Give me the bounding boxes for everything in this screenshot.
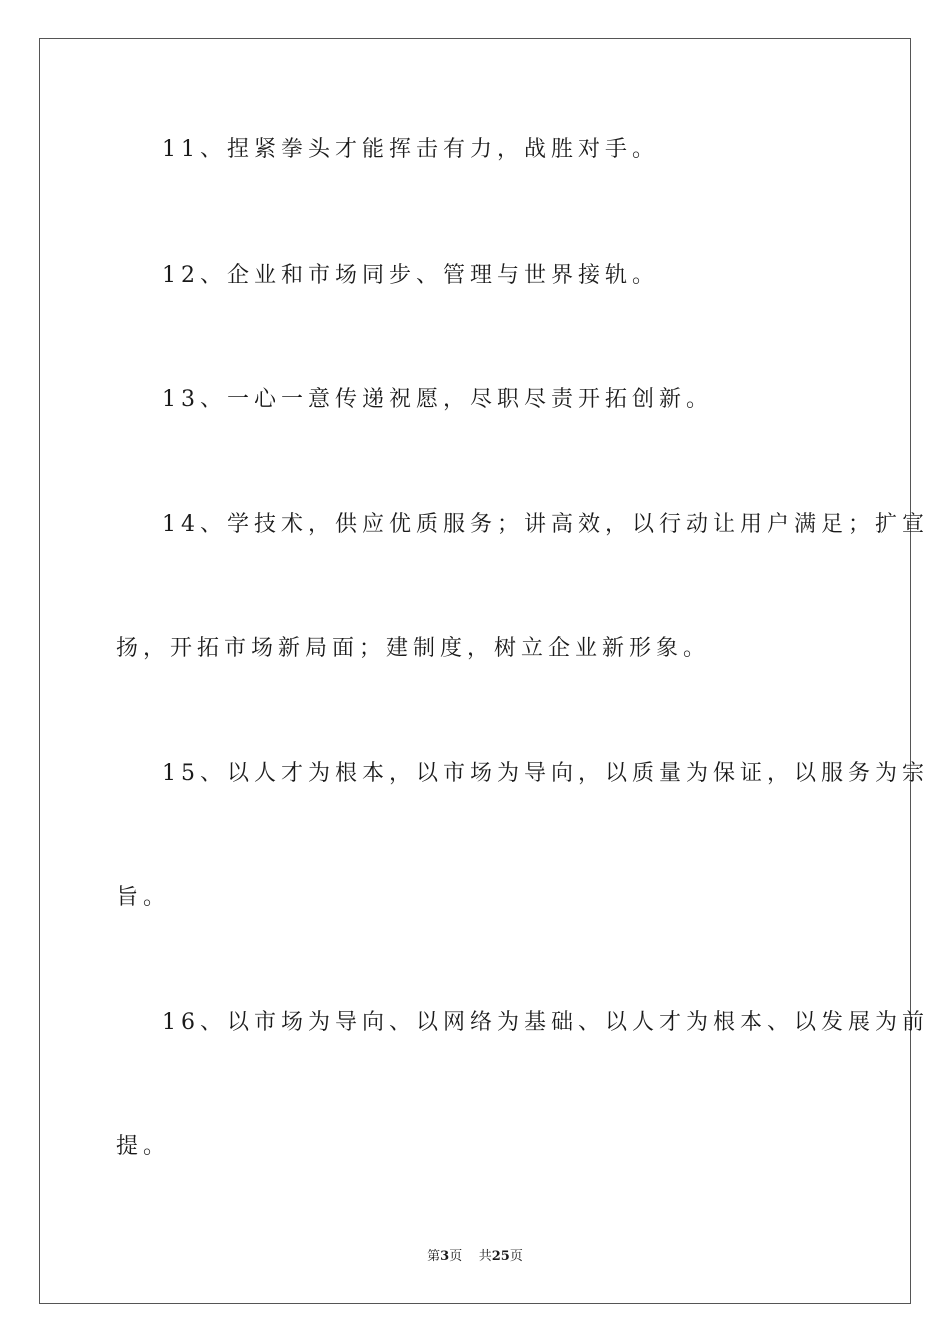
paragraph-13-line-1: 13、一心一意传递祝愿，尽职尽责开拓创新。: [162, 387, 713, 412]
paragraph-16-line-2: 提。: [116, 1134, 171, 1159]
footer-page-prefix: 第: [427, 1249, 441, 1264]
paragraph-15-line-2: 旨。: [116, 885, 171, 910]
footer-page-total: 25: [491, 1249, 510, 1264]
paragraph-12-line-1: 12、企业和市场同步、管理与世界接轨。: [162, 263, 659, 288]
paragraph-16-line-1: 16、以市场为导向、以网络为基础、以人才为根本、以发展为前: [162, 1010, 929, 1035]
footer-total-prefix: 共: [478, 1249, 492, 1264]
footer-spacer: [462, 1249, 479, 1264]
paragraph-15-line-1: 15、以人才为根本，以市场为导向，以质量为保证，以服务为宗: [162, 761, 929, 786]
page-footer: [0, 1245, 950, 1264]
footer-page-current: 3: [440, 1249, 450, 1264]
page-frame: [39, 38, 929, 1304]
footer-page-suffix: 页: [449, 1249, 463, 1264]
paragraph-14-line-2: 扬，开拓市场新局面；建制度，树立企业新形象。: [116, 636, 711, 661]
paragraph-11-line-1: 11、捏紧拳头才能挥击有力，战胜对手。: [162, 137, 659, 162]
paragraph-14-line-1: 14、学技术，供应优质服务；讲高效，以行动让用户满足；扩宣: [162, 512, 929, 537]
footer-total-suffix: 页: [509, 1249, 523, 1264]
